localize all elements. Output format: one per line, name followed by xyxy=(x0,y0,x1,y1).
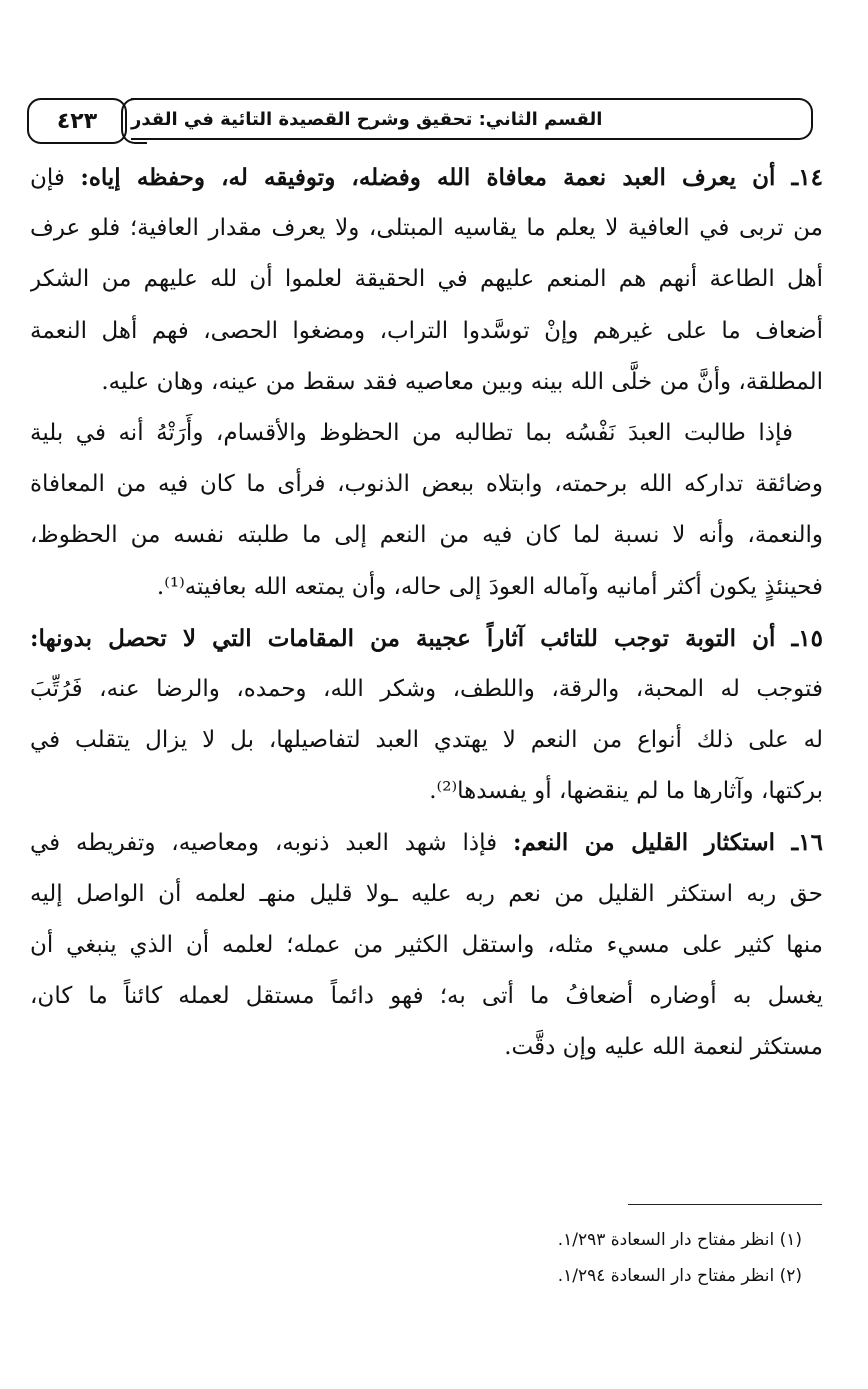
text-line: له على ذلك أنواع من النعم لا يهتدي العبد لتفاصيلها، بل لا يزال يتقلب في xyxy=(30,727,823,754)
running-header xyxy=(27,98,817,142)
title-box-curve xyxy=(121,98,147,144)
text-line: من تربى في العافية لا يعلم ما يقاسيه المبتلى، ولا يعرف مقدار العافية؛ فلو عرف xyxy=(30,215,823,242)
text-line: منها كثير على مسيء مثله، واستقل الكثير من عمله؛ لعلمه أن الذي ينبغي أن xyxy=(30,931,823,958)
footnote: (١) انظر مفتاح دار السعادة ١/٢٩٣. xyxy=(557,1230,802,1250)
text-line: فإذا طالبت العبدَ نَفْسُه بما تطالبه من الحظوظ والأقسام، وأَرَتْهُ أنه في بلية xyxy=(30,419,793,446)
text-line: حق ربه استكثر القليل من نعم ربه عليه ـولا قليل منهـ لعلمه أن الواصل إليه xyxy=(30,880,823,907)
text-run: فإذا شهد العبد ذنوبه، ومعاصيه، وتفريطه في xyxy=(30,830,498,857)
text-line: فتوجب له المحبة، والرقة، واللطف، وشكر الله، وحمده، والرضا عنه، فَرُتِّبَ xyxy=(30,675,823,702)
text-line: والنعمة، وأنه لا نسبة لما كان فيه من النعم إلى ما طلبته نفسه من الحظوظ، xyxy=(30,522,823,549)
running-title: القسم الثاني: تحقيق وشرح القصيدة التائية في القدر xyxy=(131,108,603,130)
footnote-separator xyxy=(628,1204,822,1205)
running-title-box xyxy=(131,98,813,140)
footnote: (٢) انظر مفتاح دار السعادة ١/٢٩٤. xyxy=(557,1266,802,1286)
text-line: يغسل به أوضاره أضعافُ ما أتى به؛ فهو دائماً مستقل لعمله كائناً ما كان، xyxy=(30,983,823,1009)
point-15-heading: ١٥ـ أن التوبة توجب للتائب آثاراً عجيبة من المقامات التي لا تحصل بدونها: xyxy=(30,624,823,652)
page-number: ٤٢٣ xyxy=(27,98,127,144)
text-line: المطلقة، وأنَّ من خلَّى الله بينه وبين معاصيه فقد سقط من عينه، وهان عليه. xyxy=(101,368,823,395)
text-line: أهل الطاعة أنهم هم المنعم عليهم في الحقيقة لعلموا أن لله عليهم من الشكر xyxy=(30,266,823,293)
text-line: فحينئذٍ يكون أكثر أمانيه وآماله العودَ إلى حاله، وأن يمتعه الله بعافيته⁽¹⁾. xyxy=(156,573,823,600)
point-14-heading: ١٤ـ أن يعرف العبد نعمة معافاة الله وفضله، وتوفيقه له، وحفظه إياه: xyxy=(80,164,823,191)
text-line: أضعاف ما على غيرهم وإنْ توسَّدوا التراب، ومضغوا الحصى، فهم أهل النعمة xyxy=(30,317,823,344)
text-line: بركتها، وآثارها ما لم ينقضها، أو يفسدها⁽²⁾. xyxy=(429,778,823,805)
page-body xyxy=(30,152,823,1073)
text-run: فإن xyxy=(30,165,65,191)
text-line: وضائقة تداركه الله برحمته، وابتلاه ببعض الذنوب، فرأى ما كان فيه من المعافاة xyxy=(30,471,823,498)
text-line: مستكثر لنعمة الله عليه وإن دقَّت. xyxy=(504,1034,823,1061)
point-16-heading: ١٦ـ استكثار القليل من النعم: xyxy=(512,829,823,857)
text-line xyxy=(30,152,823,203)
footnotes xyxy=(430,1222,802,1294)
text-line xyxy=(30,817,823,868)
